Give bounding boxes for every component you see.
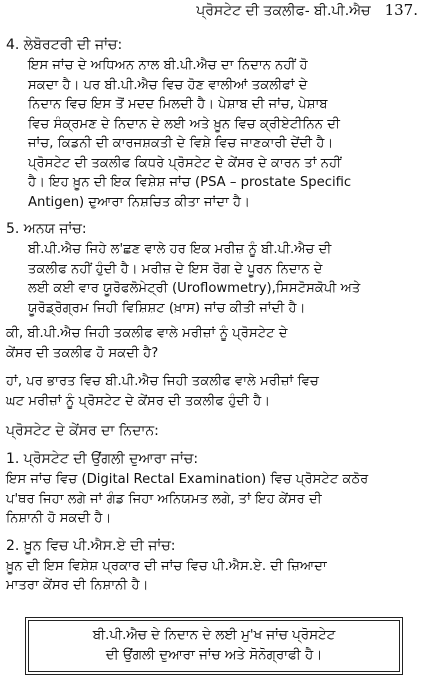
paragraph-psa-test <box>6 557 418 596</box>
subheading-digital-exam: 1. ਪ੍ਰੋਸਟੇਟ ਦੀ ਉਂਗਲੀ ਦੁਆਰਾ ਜਾਂਚ: <box>6 451 199 467</box>
paragraph-digital-exam <box>6 470 418 529</box>
page-header <box>0 1 418 19</box>
text-line: ਇਸ ਜਾਂਚ ਵਿਚ (Digital Rectal Examination) ਵਿਚ ਪ੍ਰੋਸਟੇਟ ਕਠੋਰ <box>6 472 369 487</box>
section-heading-lab-test: 4. ਲੇਬੋਰਟਰੀ ਦੀ ਜਾਂਚ: <box>6 37 123 53</box>
text-line: ਨਿਦਾਨ ਵਿਚ ਇਸ ਤੋਂ ਮਦਦ ਮਿਲਦੀ ਹੈ। ਪੇਸ਼ਾਬ ਦੀ ਜਾਂਚ, ਪੇਸ਼ਾਬ <box>28 97 328 112</box>
key-point-line: ਬੀ.ਪੀ.ਐਚ ਦੇ ਨਿਦਾਨ ਦੇ ਲਈ ਮੁ'ਖ ਜਾਂਚ ਪ੍ਰੋਸਟੇਟ <box>92 628 336 643</box>
question-block <box>6 324 418 363</box>
key-point-box <box>28 620 400 672</box>
text-line: ਤਕਲੀਫ ਨਹੀਂ ਹੁੰਦੀ ਹੈ। ਮਰੀਜ਼ ਦੇ ਇਸ ਰੋਗ ਦੇ ਪੂਰਨ ਨਿਦਾਨ ਦੇ <box>28 261 323 277</box>
section-heading-cancer-diagnosis: ਪ੍ਰੋਸਟੇਟ ਦੇ ਕੇਂਸਰ ਦਾ ਨਿਦਾਨ: <box>6 423 159 439</box>
section-heading-other-tests: 5. ਅਨਯ ਜਾਂਚ: <box>6 221 87 237</box>
text-line: ਇਸ ਜਾਂਚ ਦੇ ਅਧਿਅਨ ਨਾਲ ਬੀ.ਪੀ.ਐਚ ਦਾ ਨਿਦਾਨ ਨਹੀਂ ਹੋ <box>28 58 308 73</box>
page-number: 137. <box>384 1 418 19</box>
answer-block <box>6 372 418 411</box>
text-line: ਮਾਤਰਾ ਕੇਂਸਰ ਦੀ ਨਿਸ਼ਾਨੀ ਹੈ। <box>6 578 149 593</box>
paragraph-other-tests <box>6 240 418 318</box>
text-line: ਖ਼ੂਨ ਦੀ ਇਸ ਵਿਸ਼ੇਸ਼ ਪ੍ਰਕਾਰ ਦੀ ਜਾਂਚ ਵਿਚ ਪੀ.ਐਸ.ਏ. ਦੀ ਜ਼ਿਆਦਾ <box>6 558 327 574</box>
text-line: ਬੀ.ਪੀ.ਐਚ ਜਿਹੇ ਲ'ਛਣ ਵਾਲੇ ਹਰ ਇਕ ਮਰੀਜ਼ ਨੂੰ ਬੀ.ਪੀ.ਐਚ ਦੀ <box>28 242 332 257</box>
text-line: ਯੂਰੋਡ੍ਰੋਗ੍ਰਮ ਜਿਹੀ ਵਿਸ਼ਿਸ਼ਟ (ਖ਼ਾਸ) ਜਾਂਚ ਕੀਤੀ ਜਾਂਦੀ ਹੈ। <box>28 300 306 316</box>
answer-line: ਹਾਂ, ਪਰ ਭਾਰਤ ਵਿਚ ਬੀ.ਪੀ.ਐਚ ਜਿਹੀ ਤਕਲੀਫ ਵਾਲੇ ਮਰੀਜ਼ਾਂ ਵਿਚ <box>6 374 319 389</box>
question-line: ਕੀ, ਬੀ.ਪੀ.ਐਚ ਜਿਹੀ ਤਕਲੀਫ ਵਾਲੇ ਮਰੀਜ਼ਾਂ ਨੂੰ ਪ੍ਰੋਸਟੇਟ ਦੇ <box>6 326 288 341</box>
text-line: ਹੈ। ਇਹ ਖ਼ੂਨ ਦੀ ਇਕ ਵਿਸ਼ੇਸ਼ ਜਾਂਚ (PSA – prostate Specific <box>28 175 352 190</box>
answer-line: ਘਟ ਮਰੀਜ਼ਾਂ ਨੂੰ ਪ੍ਰੋਸਟੇਟ ਦੇ ਕੇਂਸਰ ਦੀ ਤਕਲੀਫ ਹੁੰਦੀ ਹੈ। <box>6 393 271 409</box>
paragraph-lab-test <box>6 56 418 212</box>
text-line: ਲਈ ਕਈ ਵਾਰ ਯੂਰੋਫਲੋਮੇਟ੍ਰੀ (Uroflowmetry),ਸਿਸਟੋਸਕੋਪੀ ਅਤੇ <box>28 281 361 296</box>
text-line: ਪ'ਥਰ ਜਿਹਾ ਲਗੇ ਜਾਂ ਗੰਡ ਜਿਹਾ ਅਨਿਯਮਤ ਲਗੇ, ਤਾਂ ਇਹ ਕੇਂਸਰ ਦੀ <box>6 491 322 507</box>
text-line: ਸਕਦਾ ਹੈ। ਪਰ ਬੀ.ਪੀ.ਐਚ ਵਿਚ ਹੋਣ ਵਾਲੀਆਂ ਤਕਲੀਫਾਂ ਦੇ <box>28 77 308 93</box>
running-title: ਪ੍ਰੋਸਟੇਟ ਦੀ ਤਕਲੀਫ- ਬੀ.ਪੀ.ਐਚ <box>196 3 371 19</box>
text-line: ਪ੍ਰੋਸਟੇਟ ਦੀ ਤਕਲੀਫ ਕਿਧਰੇ ਪ੍ਰੋਸਟੇਟ ਦੇ ਕੇਂਸਰ ਦੇ ਕਾਰਨ ਤਾਂ ਨਹੀਂ <box>28 155 342 171</box>
page-body <box>6 34 418 596</box>
text-line: ਨਿਸ਼ਾਨੀ ਹੋ ਸਕਦੀ ਹੈ। <box>6 511 112 526</box>
question-line: ਕੇਂਸਰ ਦੀ ਤਕਲੀਫ ਹੋ ਸਕਦੀ ਹੈ? <box>6 345 159 361</box>
text-line: ਵਿਚ ਸੰਕ੍ਰਮਣ ਦੇ ਨਿਦਾਨ ਦੇ ਲਈ ਅਤੇ ਖ਼ੂਨ ਵਿਚ ਕ੍ਰੀਏਟੀਨਿਨ ਦੀ <box>28 116 340 132</box>
subheading-psa-test: 2. ਖ਼ੂਨ ਵਿਚ ਪੀ.ਐਸ.ਏ ਦੀ ਜਾਂਚ: <box>6 537 176 554</box>
text-line: ਜਾਂਚ, ਕਿਡਨੀ ਦੀ ਕਾਰਜਸ਼ਕਤੀ ਦੇ ਵਿਸ਼ੇ ਵਿਚ ਜਾਣਕਾਰੀ ਦੇਂਦੀ ਹੈ। <box>28 136 334 151</box>
text-line: Antigen) ਦੁਆਰਾ ਨਿਸ਼ਚਿਤ ਕੀਤਾ ਜਾਂਦਾ ਹੈ। <box>28 194 251 210</box>
key-point-line: ਦੀ ਉਂਗਲੀ ਦੁਆਰਾ ਜਾਂਚ ਅਤੇ ਸੋਨੋਗ੍ਰਾਫੀ ਹੈ। <box>105 648 323 663</box>
